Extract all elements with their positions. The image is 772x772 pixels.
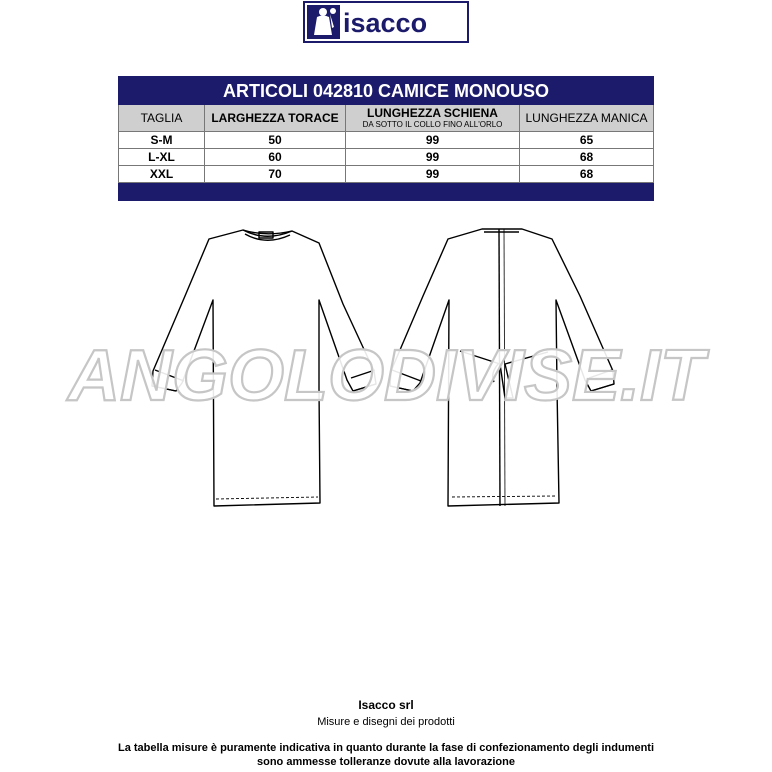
cell-sleeve: 68 xyxy=(520,166,654,183)
watermark xyxy=(67,328,705,428)
table-row xyxy=(119,132,654,149)
cell-back: 99 xyxy=(346,132,520,149)
header-back xyxy=(346,105,520,132)
cell-chest: 60 xyxy=(205,149,346,166)
company-name: Isacco srl xyxy=(358,698,414,712)
disclaimer-line-2: sono ammesse tolleranze dovute alla lavorazione xyxy=(257,756,515,768)
cell-back: 99 xyxy=(346,149,520,166)
header-chest: LARGHEZZA TORACE xyxy=(205,105,346,132)
header-back-label: LUNGHEZZA SCHIENA xyxy=(367,106,498,120)
header-size: TAGLIA xyxy=(119,105,205,132)
cell-chest: 70 xyxy=(205,166,346,183)
disclaimer-line-1: La tabella misure è puramente indicativa in quanto durante la fase di confezionamento degli indumenti xyxy=(117,742,655,754)
cell-size: XXL xyxy=(119,166,205,183)
watermark-text: ANGOLODIVISE.IT xyxy=(67,336,705,416)
table-footer-bar xyxy=(119,183,654,201)
cell-back: 99 xyxy=(346,166,520,183)
cell-size: S-M xyxy=(119,132,205,149)
cell-chest: 50 xyxy=(205,132,346,149)
caption: Misure e disegni dei prodotti xyxy=(317,716,455,728)
size-table xyxy=(118,76,654,201)
cell-size: L-XL xyxy=(119,149,205,166)
cell-sleeve: 65 xyxy=(520,132,654,149)
isacco-logo xyxy=(303,1,469,43)
logo-wordmark: isacco xyxy=(343,8,428,38)
table-title: ARTICOLI 042810 CAMICE MONOUSO xyxy=(119,77,654,105)
table-row xyxy=(119,166,654,183)
header-back-note: DA SOTTO IL COLLO FINO ALL'ORLO xyxy=(362,120,503,129)
cell-sleeve: 68 xyxy=(520,149,654,166)
header-sleeve: LUNGHEZZA MANICA xyxy=(520,105,654,132)
table-row xyxy=(119,149,654,166)
